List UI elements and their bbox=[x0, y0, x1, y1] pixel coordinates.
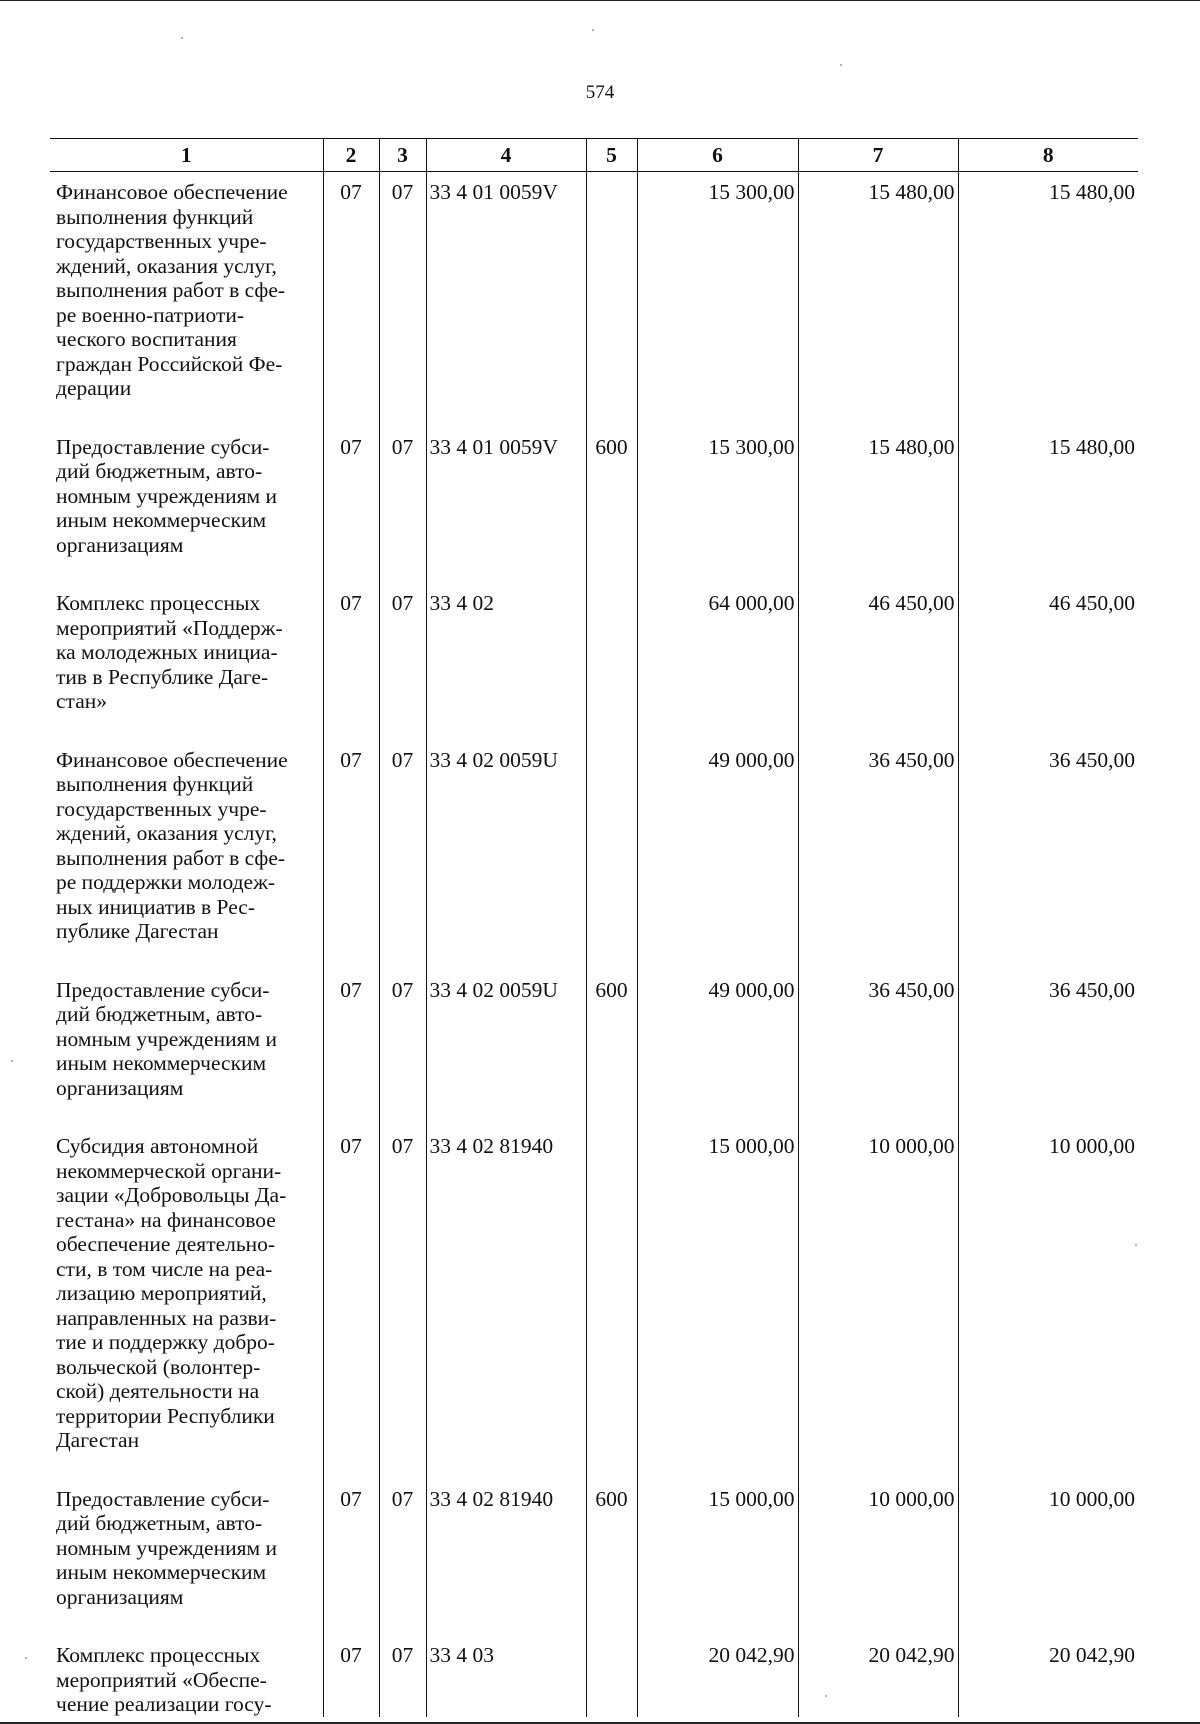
item-name-line: стан» bbox=[56, 689, 107, 713]
amount-col8-cell: 15 480,00 bbox=[958, 172, 1138, 427]
item-name-line: направленных на разви- bbox=[56, 1305, 277, 1330]
table-row bbox=[50, 740, 1138, 970]
amount-col8-cell: 10 000,00 bbox=[958, 1479, 1138, 1636]
item-name-line: дерации bbox=[56, 376, 132, 400]
item-name-line: государственных учре- bbox=[56, 229, 267, 253]
item-name-line: Субсидия автономной bbox=[56, 1134, 259, 1158]
item-name-cell bbox=[50, 1479, 323, 1636]
item-name-line: иным некоммерческим bbox=[56, 1051, 267, 1075]
item-name-line: организациям bbox=[56, 1584, 184, 1609]
table-row bbox=[50, 1479, 1138, 1636]
item-name-line: ных инициатив в Рес- bbox=[56, 894, 256, 919]
item-name-line: организациям bbox=[56, 532, 184, 557]
item-name-cell bbox=[50, 583, 323, 740]
item-name-line: номным учреждениям и bbox=[56, 1026, 277, 1051]
item-name-line: ре поддержки молодеж- bbox=[56, 870, 276, 894]
table-row bbox=[50, 172, 1138, 427]
expense-type-cell: 600 bbox=[586, 970, 637, 1127]
item-name-line: Дагестан bbox=[56, 1428, 140, 1452]
amount-col7-cell: 36 450,00 bbox=[798, 970, 958, 1127]
item-name-line: чение реализации госу- bbox=[56, 1692, 272, 1716]
section-code-cell: 07 bbox=[323, 1126, 379, 1479]
item-name-line: сти, в том числе на реа- bbox=[56, 1256, 273, 1281]
amount-col8-cell: 36 450,00 bbox=[958, 740, 1138, 970]
header-col-5: 5 bbox=[586, 139, 637, 172]
item-name-line: Финансовое обеспечение bbox=[56, 180, 288, 204]
expense-type-cell: 600 bbox=[586, 1479, 637, 1636]
amount-col8-cell: 36 450,00 bbox=[958, 970, 1138, 1127]
table-row bbox=[50, 970, 1138, 1127]
item-name-line: тив в Республике Даге- bbox=[56, 664, 269, 689]
amount-col7-cell: 10 000,00 bbox=[798, 1126, 958, 1479]
section-code-cell: 07 bbox=[323, 427, 379, 584]
amount-col7-cell: 15 480,00 bbox=[798, 172, 958, 427]
amount-col7-cell: 46 450,00 bbox=[798, 583, 958, 740]
scan-speck bbox=[1135, 1244, 1137, 1246]
item-name-line: иным некоммерческим bbox=[56, 1560, 267, 1584]
item-name-cell bbox=[50, 970, 323, 1127]
expense-type-cell: 600 bbox=[586, 427, 637, 584]
budget-table bbox=[50, 138, 1138, 1717]
amount-col6-cell: 15 000,00 bbox=[637, 1479, 798, 1636]
subsection-code-cell: 07 bbox=[379, 172, 426, 427]
section-code-cell: 07 bbox=[323, 1479, 379, 1636]
header-col-6: 6 bbox=[637, 139, 798, 172]
scan-speck bbox=[25, 1657, 27, 1659]
item-name-line: граждан Российской Фе- bbox=[56, 351, 283, 376]
scan-speck bbox=[592, 29, 594, 31]
expense-type-cell bbox=[586, 740, 637, 970]
subsection-code-cell: 07 bbox=[379, 1635, 426, 1717]
amount-col6-cell: 49 000,00 bbox=[637, 740, 798, 970]
item-name-line: зации «Добровольцы Да- bbox=[56, 1183, 287, 1207]
page-number: 574 bbox=[585, 82, 615, 103]
table-row bbox=[50, 1635, 1138, 1717]
amount-col6-cell: 15 300,00 bbox=[637, 172, 798, 427]
item-name-line: ждений, оказания услуг, bbox=[56, 253, 277, 278]
item-name-line: лизацию мероприятий, bbox=[56, 1281, 267, 1305]
subsection-code-cell: 07 bbox=[379, 970, 426, 1127]
section-code-cell: 07 bbox=[323, 740, 379, 970]
item-name-line: Предоставление субси- bbox=[56, 434, 270, 459]
item-name-line: организациям bbox=[56, 1075, 184, 1100]
header-col-1: 1 bbox=[50, 139, 323, 172]
item-name-line: тие и поддержку добро- bbox=[56, 1330, 275, 1354]
item-name-line: ческого воспитания bbox=[56, 327, 237, 351]
item-name-line: иным некоммерческим bbox=[56, 508, 267, 532]
header-col-4: 4 bbox=[426, 139, 586, 172]
header-col-2: 2 bbox=[323, 139, 379, 172]
amount-col6-cell: 64 000,00 bbox=[637, 583, 798, 740]
scan-speck bbox=[11, 1060, 13, 1062]
item-name-line: выполнения функций bbox=[56, 772, 254, 796]
item-name-line: номным учреждениям и bbox=[56, 483, 277, 508]
item-name-line: дий бюджетным, авто- bbox=[56, 1002, 263, 1026]
target-article-cell: 33 4 02 0059U bbox=[426, 740, 586, 970]
expense-type-cell bbox=[586, 172, 637, 427]
item-name-line: государственных учре- bbox=[56, 796, 267, 821]
section-code-cell: 07 bbox=[323, 970, 379, 1127]
expense-type-cell bbox=[586, 583, 637, 740]
item-name-line: Финансовое обеспечение bbox=[56, 747, 288, 772]
subsection-code-cell: 07 bbox=[379, 1479, 426, 1636]
section-code-cell: 07 bbox=[323, 1635, 379, 1717]
item-name-line: дий бюджетным, авто- bbox=[56, 459, 263, 483]
item-name-line: мероприятий «Поддерж- bbox=[56, 615, 283, 640]
amount-col7-cell: 10 000,00 bbox=[798, 1479, 958, 1636]
target-article-cell: 33 4 02 81940 bbox=[426, 1126, 586, 1479]
target-article-cell: 33 4 01 0059V bbox=[426, 172, 586, 427]
item-name-cell bbox=[50, 740, 323, 970]
amount-col8-cell: 10 000,00 bbox=[958, 1126, 1138, 1479]
table-row bbox=[50, 583, 1138, 740]
item-name-line: Комплекс процессных bbox=[56, 1643, 261, 1667]
header-row bbox=[50, 139, 1138, 172]
item-name-cell bbox=[50, 172, 323, 427]
item-name-line: Предоставление субси- bbox=[56, 1486, 270, 1511]
header-col-8: 8 bbox=[958, 139, 1138, 172]
item-name-line: ждений, оказания услуг, bbox=[56, 821, 277, 845]
item-name-line: мероприятий «Обеспе- bbox=[56, 1667, 267, 1692]
item-name-line: выполнения работ в сфе- bbox=[56, 845, 286, 870]
item-name-line: обеспечение деятельно- bbox=[56, 1232, 276, 1256]
amount-col6-cell: 15 300,00 bbox=[637, 427, 798, 584]
item-name-line: вольческой (волонтер- bbox=[56, 1354, 261, 1379]
target-article-cell: 33 4 03 bbox=[426, 1635, 586, 1717]
amount-col8-cell: 15 480,00 bbox=[958, 427, 1138, 584]
amount-col6-cell: 49 000,00 bbox=[637, 970, 798, 1127]
scan-speck bbox=[181, 37, 183, 39]
item-name-line: ской) деятельности на bbox=[56, 1379, 260, 1403]
target-article-cell: 33 4 02 81940 bbox=[426, 1479, 586, 1636]
item-name-line: ре военно-патриоти- bbox=[56, 302, 245, 327]
amount-col8-cell: 20 042,90 bbox=[958, 1635, 1138, 1717]
table-row bbox=[50, 1126, 1138, 1479]
amount-col8-cell: 46 450,00 bbox=[958, 583, 1138, 740]
item-name-line: публике Дагестан bbox=[56, 919, 219, 943]
target-article-cell: 33 4 02 bbox=[426, 583, 586, 740]
amount-col7-cell: 36 450,00 bbox=[798, 740, 958, 970]
item-name-line: Комплекс процессных bbox=[56, 591, 261, 615]
header-col-3: 3 bbox=[379, 139, 426, 172]
item-name-line: номным учреждениям и bbox=[56, 1535, 277, 1560]
subsection-code-cell: 07 bbox=[379, 740, 426, 970]
section-code-cell: 07 bbox=[323, 583, 379, 740]
table-row bbox=[50, 427, 1138, 584]
scan-speck bbox=[825, 1695, 827, 1697]
section-code-cell: 07 bbox=[323, 172, 379, 427]
expense-type-cell bbox=[586, 1635, 637, 1717]
expense-type-cell bbox=[586, 1126, 637, 1479]
amount-col6-cell: 15 000,00 bbox=[637, 1126, 798, 1479]
amount-col7-cell: 20 042,90 bbox=[798, 1635, 958, 1717]
item-name-line: дий бюджетным, авто- bbox=[56, 1511, 263, 1535]
header-col-7: 7 bbox=[798, 139, 958, 172]
item-name-cell bbox=[50, 427, 323, 584]
item-name-line: выполнения функций bbox=[56, 204, 254, 229]
amount-col6-cell: 20 042,90 bbox=[637, 1635, 798, 1717]
table-body bbox=[50, 172, 1138, 1717]
item-name-line: гестана» на финансовое bbox=[56, 1207, 276, 1232]
scan-edge-top bbox=[0, 0, 1200, 1]
item-name-line: выполнения работ в сфе- bbox=[56, 278, 286, 302]
subsection-code-cell: 07 bbox=[379, 427, 426, 584]
subsection-code-cell: 07 bbox=[379, 583, 426, 740]
amount-col7-cell: 15 480,00 bbox=[798, 427, 958, 584]
item-name-line: некоммерческой органи- bbox=[56, 1158, 282, 1183]
item-name-line: ка молодежных инициа- bbox=[56, 640, 278, 664]
scan-speck bbox=[840, 64, 842, 66]
item-name-cell bbox=[50, 1635, 323, 1717]
target-article-cell: 33 4 02 0059U bbox=[426, 970, 586, 1127]
target-article-cell: 33 4 01 0059V bbox=[426, 427, 586, 584]
item-name-cell bbox=[50, 1126, 323, 1479]
subsection-code-cell: 07 bbox=[379, 1126, 426, 1479]
item-name-line: территории Республики bbox=[56, 1403, 275, 1428]
item-name-line: Предоставление субси- bbox=[56, 977, 270, 1002]
